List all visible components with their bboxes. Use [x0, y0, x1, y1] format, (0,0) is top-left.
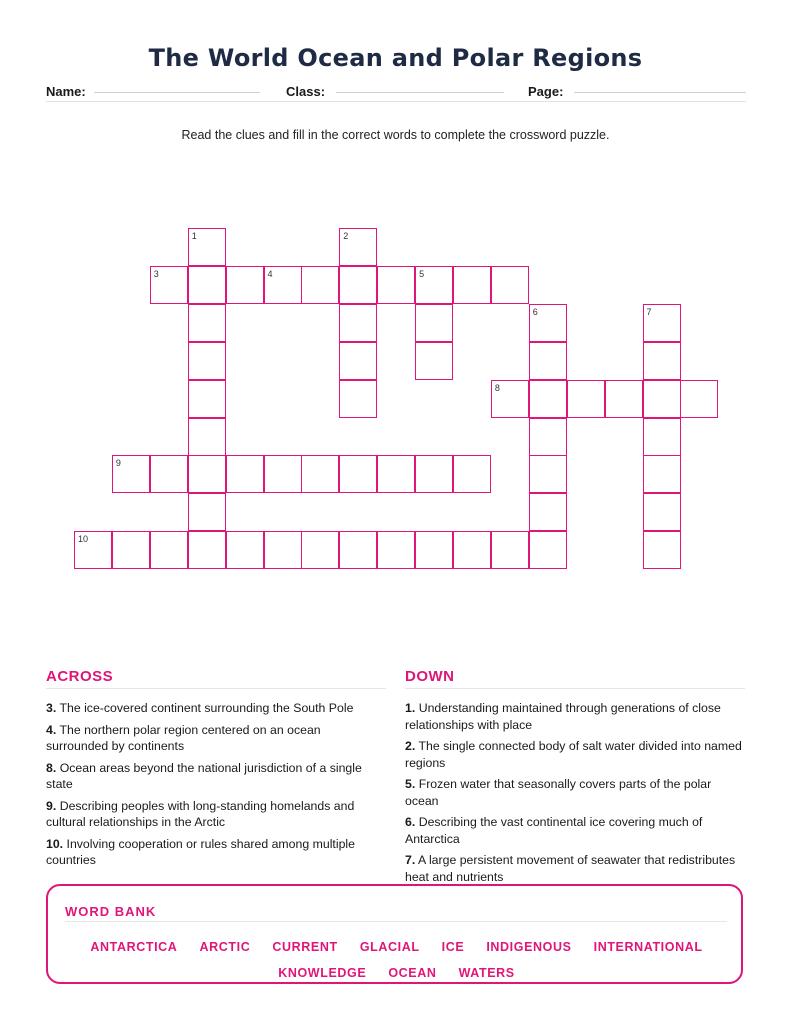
clue-number: 4. [46, 722, 57, 737]
across-heading: ACROSS [46, 668, 386, 689]
crossword-cell[interactable] [567, 380, 605, 418]
clue-number-label: 9 [115, 458, 121, 469]
across-clues [46, 668, 386, 874]
word-bank-word: CURRENT [272, 940, 338, 954]
crossword-cell[interactable] [339, 304, 377, 342]
clue-text: A large persistent movement of seawater that redistributes heat and nutrients [405, 853, 736, 884]
word-bank-word: INDIGENOUS [486, 940, 572, 954]
crossword-cell[interactable] [264, 455, 302, 493]
across-clue [46, 798, 386, 831]
crossword-cell[interactable] [339, 266, 377, 304]
down-clue [405, 852, 745, 885]
crossword-cell[interactable] [112, 531, 150, 569]
crossword-cell[interactable] [415, 342, 453, 380]
across-clue [46, 760, 386, 793]
page-title: The World Ocean and Polar Regions [148, 44, 643, 72]
clue-text: Frozen water that seasonally covers parts of the polar ocean [405, 777, 712, 808]
crossword-cell[interactable] [188, 380, 226, 418]
crossword-cell[interactable] [226, 455, 264, 493]
word-bank-list [78, 934, 715, 986]
crossword-cell[interactable] [74, 531, 112, 569]
page-field[interactable] [574, 92, 746, 93]
word-bank-word: GLACIAL [359, 940, 420, 954]
crossword-cell[interactable] [188, 455, 226, 493]
crossword-cell[interactable] [339, 455, 377, 493]
crossword-cell[interactable] [188, 342, 226, 380]
word-bank-word: ICE [441, 940, 465, 954]
clue-number: 9. [46, 798, 57, 813]
clue-number-label: 10 [78, 534, 89, 545]
clue-number-label: 5 [419, 268, 425, 279]
crossword-cell[interactable] [150, 266, 188, 304]
word-bank-word: ARCTIC [199, 940, 251, 954]
crossword-cell[interactable] [226, 266, 264, 304]
header-divider [46, 101, 746, 102]
clue-text: The northern polar region centered on an ocean surrounded by continents [46, 722, 321, 753]
clue-number-label: 4 [267, 268, 273, 279]
clue-text: Involving cooperation or rules shared among multiple countries [46, 836, 355, 867]
crossword-cell[interactable] [415, 531, 453, 569]
down-clue [405, 776, 745, 809]
word-bank-word: KNOWLEDGE [278, 966, 367, 980]
crossword-cell[interactable] [339, 228, 377, 266]
crossword-cell[interactable] [643, 493, 681, 531]
crossword-cell[interactable] [529, 418, 567, 456]
crossword-cell[interactable] [491, 380, 529, 418]
down-heading: DOWN [405, 668, 745, 689]
crossword-cell[interactable] [605, 380, 643, 418]
crossword-cell[interactable] [226, 531, 264, 569]
clue-text: Describing the vast continental ice covering much of Antarctica [405, 815, 703, 846]
clue-number: 6. [405, 815, 416, 829]
clue-text: Describing peoples with long-standing homelands and cultural relationships in the Arctic [46, 798, 355, 829]
crossword-cell[interactable] [150, 531, 188, 569]
clue-number-label: 2 [343, 231, 349, 241]
crossword-cell[interactable] [112, 455, 150, 493]
clue-number: 5. [405, 777, 416, 791]
crossword-cell[interactable] [643, 418, 681, 456]
crossword-cell[interactable] [339, 531, 377, 569]
page-label: Page: [528, 84, 564, 99]
crossword-cell[interactable] [643, 531, 681, 569]
word-bank-word: ANTARCTICA [90, 940, 178, 954]
crossword-cell[interactable] [680, 380, 718, 418]
crossword-cell[interactable] [339, 342, 377, 380]
clue-text: Understanding maintained through generations of close relationships with place [405, 701, 721, 732]
clue-number-label: 6 [532, 306, 538, 317]
name-label: Name: [46, 84, 86, 99]
crossword-cell[interactable] [415, 455, 453, 493]
clue-number: 10. [46, 836, 64, 851]
crossword-cell[interactable] [301, 266, 339, 304]
word-bank-title: WORD BANK [65, 904, 727, 922]
clue-number-label: 7 [646, 306, 652, 317]
clue-text: The single connected body of salt water divided into named regions [405, 739, 742, 770]
clue-number-label: 8 [494, 382, 500, 393]
crossword-cell[interactable] [643, 455, 681, 493]
crossword-cell[interactable] [491, 266, 529, 304]
crossword-cell[interactable] [415, 266, 453, 304]
crossword-cell[interactable] [377, 455, 415, 493]
down-clue [405, 814, 745, 847]
down-clues [405, 668, 745, 890]
crossword-cell[interactable] [188, 266, 226, 304]
clue-number: 3. [46, 701, 57, 715]
crossword-cell[interactable] [301, 531, 339, 569]
clue-number: 2. [405, 739, 416, 753]
crossword-cell[interactable] [643, 304, 681, 342]
crossword-cell[interactable] [453, 266, 491, 304]
across-clue [46, 722, 386, 755]
crossword-cell[interactable] [188, 418, 226, 456]
crossword-cell[interactable] [188, 228, 226, 266]
class-label: Class: [286, 84, 326, 99]
clue-text: Ocean areas beyond the national jurisdiction of a single state [46, 760, 362, 791]
clue-number: 7. [405, 853, 416, 867]
down-clue [405, 700, 745, 733]
crossword-cell[interactable] [529, 493, 567, 531]
class-field[interactable] [336, 92, 504, 93]
clue-number: 8. [46, 760, 57, 775]
crossword-cell[interactable] [529, 380, 567, 418]
crossword-cell[interactable] [453, 531, 491, 569]
crossword-cell[interactable] [529, 531, 567, 569]
crossword-cell[interactable] [339, 380, 377, 418]
word-bank-word: OCEAN [388, 966, 437, 980]
crossword-cell[interactable] [529, 455, 567, 493]
crossword-cell[interactable] [377, 266, 415, 304]
crossword-cell[interactable] [491, 531, 529, 569]
crossword-cell[interactable] [453, 455, 491, 493]
crossword-cell[interactable] [264, 266, 302, 304]
crossword-cell[interactable] [415, 304, 453, 342]
crossword-cell[interactable] [643, 342, 681, 380]
clue-text: The ice-covered continent surrounding the South Pole [59, 701, 354, 715]
crossword-cell[interactable] [188, 493, 226, 531]
across-clue [46, 836, 386, 869]
word-bank-word: INTERNATIONAL [593, 940, 703, 954]
down-clue [405, 738, 745, 771]
across-clue [46, 700, 386, 717]
word-bank-word: WATERS [458, 966, 515, 980]
name-field[interactable] [94, 92, 260, 93]
crossword-cell[interactable] [643, 380, 681, 418]
crossword-cell[interactable] [188, 531, 226, 569]
crossword-cell[interactable] [529, 304, 567, 342]
clue-number-label: 1 [191, 231, 197, 241]
crossword-cell[interactable] [529, 342, 567, 380]
clue-number-label: 3 [153, 268, 159, 279]
clue-number: 1. [405, 701, 416, 715]
crossword-cell[interactable] [264, 531, 302, 569]
crossword-cell[interactable] [188, 304, 226, 342]
crossword-cell[interactable] [377, 531, 415, 569]
crossword-cell[interactable] [150, 455, 188, 493]
instructions: Read the clues and fill in the correct words to complete the crossword puzzle. [181, 128, 610, 142]
crossword-cell[interactable] [301, 455, 339, 493]
word-bank [46, 884, 743, 984]
